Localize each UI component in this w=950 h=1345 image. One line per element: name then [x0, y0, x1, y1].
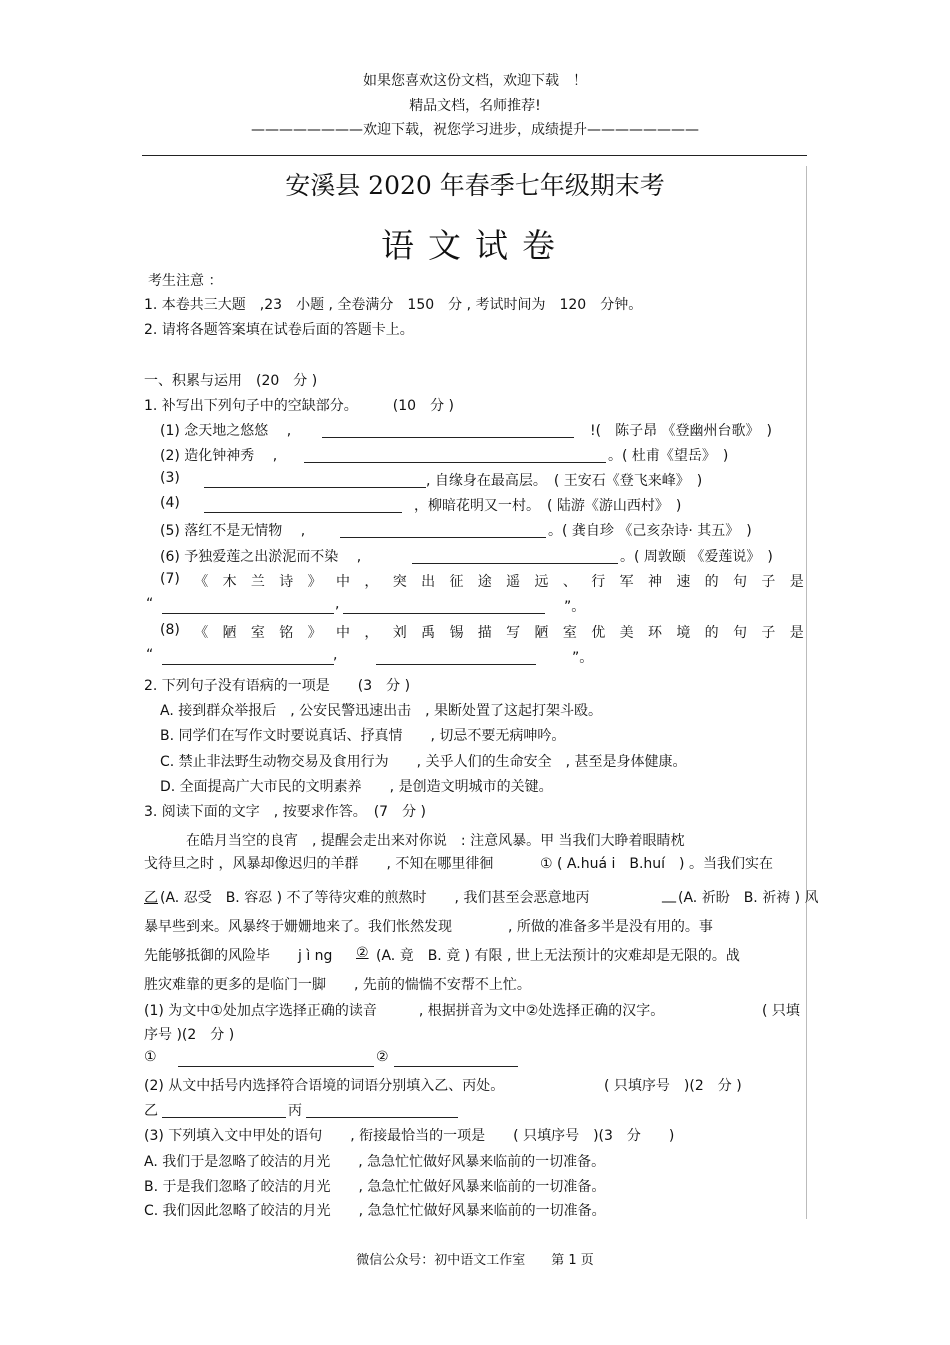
- q1-item-8-char: 陋: [534, 625, 549, 641]
- q1-item-8-char: 室: [250, 625, 265, 641]
- answer-blank[interactable]: [322, 423, 574, 438]
- q1-item-7-char: 速: [676, 574, 691, 590]
- q3-sub-3-option-b: B. 于是我们忽略了皎洁的月光 , 急急忙忙做好风暴来临前的一切准备。: [144, 1179, 606, 1195]
- q1-item-5-right: 。( 龚自珍 《己亥杂诗· 其五》 ): [548, 523, 752, 539]
- q3-sub-3: (3) 下列填入文中甲处的语句 , 衔接最恰当的一项是 ( 只填序号 )(3 分 ): [144, 1128, 675, 1144]
- page-right-border: [806, 166, 807, 1219]
- answer-blank[interactable]: [376, 650, 536, 665]
- q3-sub-1: (1) 为文中①处加点字选择正确的读音 , 根据拼音为文中②处选择正确的汉字。: [144, 1003, 665, 1019]
- q1-item-8-char: 的: [704, 625, 719, 641]
- q3-passage-line-3-end: (A. 祈盼 B. 祈祷 ) 风: [678, 890, 819, 906]
- answer-blank[interactable]: [304, 448, 606, 463]
- q1-item-7-char: 遥: [506, 574, 521, 590]
- notes-heading: 考生注意 ：: [148, 273, 223, 289]
- q1-item-8-char: 句: [733, 625, 748, 641]
- q3-passage-line-5a: 先能够抵御的风险毕 j ì ng: [144, 948, 333, 964]
- q3-passage-line-3: (A. 忍受 B. 容忍 ) 不了等待灾难的煎熬时 , 我们甚至会恶意地丙: [160, 890, 590, 906]
- q1-item-7-comma: ,: [335, 596, 340, 612]
- q1-item-8-close-quote: ”。: [572, 650, 594, 666]
- q1-item-8-char: 陋: [222, 625, 237, 641]
- answer-blank[interactable]: [306, 1103, 458, 1118]
- q1-item-8-char: 《: [194, 625, 209, 641]
- q3-sub-1-label-2: ②: [376, 1049, 389, 1065]
- q1-item-8-char: 是: [789, 625, 804, 641]
- note-2: 2. 请将各题答案填在试卷后面的答题卡上。: [144, 322, 414, 338]
- q1-item-7-char: (7): [160, 571, 180, 587]
- q1-item-7-line: [160, 571, 804, 591]
- q1-item-8-char: 描: [477, 625, 492, 641]
- q1-item-7-char: 是: [789, 574, 804, 590]
- q1-item-8-char: 刘: [392, 625, 407, 641]
- header-line-2: 精品文档，名师推荐!: [409, 98, 541, 114]
- q1-stem: 1. 补写出下列句子中的空缺部分。 (10 分 ): [144, 398, 454, 414]
- q1-item-6-left: (6) 予独爱莲之出淤泥而不染 ,: [160, 549, 362, 565]
- answer-blank[interactable]: [340, 523, 546, 538]
- q1-item-8-char: 铭: [279, 625, 294, 641]
- answer-blank[interactable]: [343, 599, 545, 614]
- q1-item-7-char: 出: [421, 574, 436, 590]
- q3-sub-2-note: ( 只填序号 )(2 分 ): [604, 1078, 742, 1094]
- answer-blank[interactable]: [412, 549, 618, 564]
- q3-passage-line-1: 在皓月当空的良宵 , 提醒会走出来对你说 : 注意风暴。甲 当我们大睁着眼睛枕: [186, 833, 685, 849]
- subject-title: 语文试卷: [381, 226, 569, 265]
- q3-sub-2-label-yi: 乙: [144, 1103, 158, 1119]
- q1-item-8-char: ，: [364, 625, 379, 641]
- q1-item-7-char: 行: [591, 574, 606, 590]
- q1-item-3-right: , 自缘身在最高层。 ( 王安石《登飞来峰》 ): [426, 473, 703, 489]
- q1-item-7-char: 《: [194, 574, 209, 590]
- q1-item-2-left: (2) 造化钟神秀 ,: [160, 448, 278, 464]
- q2-option-a: A. 接到群众举报后 , 公安民警迅速出击 , 果断处置了这起打架斗殴。: [160, 703, 603, 719]
- q1-item-1-right: !( 陈子昂 《登幽州台歌》 ): [590, 423, 772, 439]
- q1-item-8-comma: ,: [333, 647, 338, 663]
- q1-item-7-char: 突: [392, 574, 407, 590]
- answer-blank[interactable]: [204, 498, 402, 513]
- q1-item-8-char: 》: [307, 625, 322, 641]
- q1-item-5-left: (5) 落红不是无情物 ,: [160, 523, 306, 539]
- q2-option-d: D. 全面提高广大市民的文明素养 , 是创造文明城市的关键。: [160, 779, 553, 795]
- header-line-1: 如果您喜欢这份文档，欢迎下载 ！: [363, 73, 587, 89]
- q1-item-7-open-quote: “: [146, 596, 154, 612]
- q3-sub-1-note: ( 只填: [762, 1003, 800, 1019]
- q3-stem: 3. 阅读下面的文字 , 按要求作答。 (7 分 ): [144, 804, 426, 820]
- q1-item-7-char: 句: [733, 574, 748, 590]
- q1-item-7-char: 中: [336, 574, 350, 590]
- q1-item-7-char: 、: [562, 574, 577, 590]
- q2-option-b: B. 同学们在写作文时要说真话、抒真情 , 切忌不要无病呻吟。: [160, 728, 566, 744]
- q3-marker-yi: 乙: [144, 890, 158, 906]
- q1-item-2-right: 。( 杜甫《望岳》 ): [608, 448, 729, 464]
- section-1-heading: 一、积累与运用 (20 分 ): [144, 373, 318, 389]
- page-footer: 微信公众号：初中语文工作室 第 1 页: [356, 1253, 594, 1268]
- header-line-3: ————————欢迎下载，祝您学习进步，成绩提升————————: [251, 122, 699, 138]
- q3-marker-2: ②: [356, 945, 369, 961]
- q1-item-7-char: 的: [704, 574, 719, 590]
- q1-item-8-char: (8): [160, 622, 180, 638]
- q1-item-8-char: 境: [676, 625, 691, 641]
- q1-item-7-char: 远: [534, 574, 549, 590]
- q1-item-7-char: 神: [647, 574, 662, 590]
- q1-item-8-char: 美: [619, 625, 634, 641]
- q3-passage-line-2a: 戈待旦之时 ，风暴却像迟归的羊群 , 不知在哪里徘徊: [144, 856, 494, 872]
- q1-item-8-char: 环: [647, 625, 662, 641]
- q3-sub-2: (2) 从文中括号内选择符合语境的词语分别填入乙、丙处。: [144, 1078, 505, 1094]
- answer-blank[interactable]: [162, 599, 334, 614]
- q1-item-3-left: (3): [160, 470, 180, 486]
- q3-sub-3-option-c: C. 我们因此忽略了皎洁的月光 , 急急忙忙做好风暴来临前的一切准备。: [144, 1203, 606, 1219]
- q3-passage-line-5b: (A. 竟 B. 竟 ) 有限 , 世上无法预计的灾难却是无限的。战: [376, 948, 740, 964]
- q1-item-1-left: (1) 念天地之悠悠 ,: [160, 423, 292, 439]
- answer-blank[interactable]: [162, 650, 334, 665]
- q1-item-8-char: 中: [336, 625, 350, 641]
- q1-item-8-line: [160, 622, 804, 642]
- q3-sub-2-label-bing: 丙: [288, 1103, 302, 1119]
- q1-item-7-char: 军: [619, 574, 634, 590]
- q1-item-8-char: 优: [591, 625, 606, 641]
- q1-item-7-char: 兰: [250, 574, 265, 590]
- q3-passage-line-4: 暴早些到来。风暴终于姗姗地来了。我们怅然发现 , 所做的准备多半是没有用的。事: [144, 919, 713, 935]
- q2-stem: 2. 下列句子没有语病的一项是 (3 分 ): [144, 678, 411, 694]
- q2-option-c: C. 禁止非法野生动物交易及食用行为 , 关乎人们的生命安全 , 甚至是身体健康。: [160, 754, 687, 770]
- q1-item-8-char: 子: [761, 625, 776, 641]
- q3-sub-3-option-a: A. 我们于是忽略了皎洁的月光 , 急急忙忙做好风暴来临前的一切准备。: [144, 1154, 606, 1170]
- q1-item-7-char: ，: [364, 574, 379, 590]
- q1-item-7-close-quote: ”。: [564, 599, 586, 615]
- q1-item-4-left: (4): [160, 495, 180, 511]
- q1-item-7-char: 子: [761, 574, 776, 590]
- q3-blank-bing: __: [662, 887, 676, 903]
- answer-blank[interactable]: [178, 1052, 374, 1067]
- q1-item-7-char: 途: [477, 574, 492, 590]
- q1-item-8-char: 写: [506, 625, 521, 641]
- answer-blank[interactable]: [162, 1103, 286, 1118]
- q3-sub-1-score: 序号 )(2 分 ): [144, 1027, 235, 1043]
- q1-item-8-char: 锡: [449, 625, 464, 641]
- q1-item-6-right: 。( 周敦颐 《爱莲说》 ): [620, 549, 773, 565]
- q3-sub-1-label-1: ①: [144, 1049, 157, 1065]
- q1-item-7-char: 木: [222, 574, 237, 590]
- q3-passage-line-6: 胜灾难靠的更多的是临门一脚 , 先前的惴惴不安帮不上忙。: [144, 977, 531, 993]
- q1-item-8-open-quote: “: [146, 647, 154, 663]
- answer-blank[interactable]: [204, 473, 426, 488]
- exam-title: 安溪县 2020 年春季七年级期末考: [285, 171, 665, 200]
- q1-item-7-char: 诗: [279, 574, 294, 590]
- header-divider: [142, 155, 807, 156]
- q3-passage-line-2b: ① ( A.huá i B.huí ) 。当我们实在: [540, 856, 773, 872]
- q1-item-7-char: 》: [307, 574, 322, 590]
- q1-item-7-char: 征: [449, 574, 464, 590]
- q1-item-8-char: 禹: [421, 625, 436, 641]
- q1-item-8-char: 室: [562, 625, 577, 641]
- note-1: 1. 本卷共三大题 ,23 小题 , 全卷满分 150 分 , 考试时间为 120 分钟。: [144, 297, 643, 313]
- answer-blank[interactable]: [394, 1052, 518, 1067]
- q1-item-4-right: ，柳暗花明又一村。 ( 陆游《游山西村》 ): [414, 498, 682, 514]
